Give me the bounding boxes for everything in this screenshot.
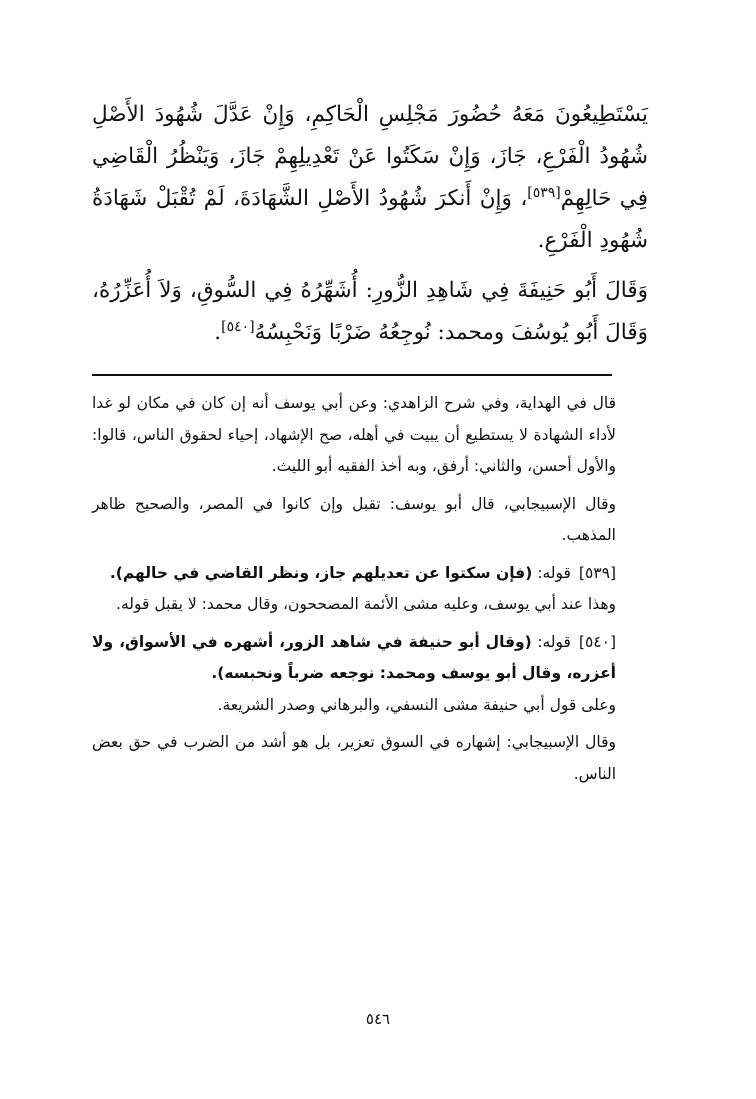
footnote-539-quote: (فإن سكتوا عن تعديلهم جاز، ونظر القاضي في حالهم). [109, 563, 533, 582]
main-paragraph-1 [92, 94, 648, 262]
footnote-540-body-1: وعلى قول أبي حنيفة مشى النسفي، والبرهاني وصدر الشريعة. [217, 695, 616, 714]
main-paragraph-1-text-a: يَسْتَطِيعُونَ مَعَهُ حُضُورَ مَجْلِسِ الْحَاكِمِ، وَإِنْ عَدَّلَ شُهُودَ الأَصْلِ شُهُودُ الْفَرْعِ، جَازَ، وَإِنْ سَكَتُوا عَنْ تَعْدِيلِهِمْ جَازَ، وَيَنْظُرُ الْقَاضِي فِي حَالِهِمْ [92, 102, 648, 211]
main-paragraph-1-text-b: ، وَإِنْ أَنكرَ شُهُودُ الأَصْلِ الشَّهَادَةَ، لَمْ تُقْبَلْ شَهَادَةُ شُهُودِ الْفَرْعِ. [92, 186, 648, 253]
footnote-539-number: [٥٣٩] [578, 563, 616, 582]
footnote-marker-540: [٥٤٠] [221, 318, 255, 335]
footnote-marker-539: [٥٣٩] [527, 184, 561, 201]
footnote-539-lead: قوله: [537, 563, 571, 582]
footnote-continuation-1: قال في الهداية، وفي شرح الزاهدي: وعن أبي يوسف أنه إن كان في مكان لو غدا لأداء الشهادة لا يستطيع أن يبيت في أهله، صح الإشهاد، إحياء لحقوق الناس، قالوا: والأول أحسن، والثاني: أرفق، وبه أخذ الفقيه أبو الليث. [92, 394, 616, 475]
footnote-540-body-2: وقال الإسبيجابي: إشهاره في السوق تعزير، بل هو أشد من الضرب في حق بعض الناس. [92, 733, 616, 783]
footnote-539-heading [92, 558, 616, 590]
main-paragraph-2-text-b: . [214, 320, 222, 345]
footnotes-section [92, 388, 616, 790]
main-paragraph-2-text-a: وَقَالَ أَبُو حَنِيفَةَ فِي شَاهِدِ الزُّورِ: أُشَهِّرُهُ فِي السُّوقِ، وَلاَ أُعَزِّرُهُ، وَقَالَ أَبُو يُوسُفَ ومحمد: نُوجِعُهُ ضَرْبًا وَنَحْبِسُهُ [92, 278, 648, 345]
footnote-540-quote: (وقال أبو حنيفة في شاهد الزور، أشهره في الأسواق، ولا أعزره، وقال أبو يوسف ومحمد: نوجعه ضرباً ونحبسه). [92, 632, 616, 682]
footnote-539-body: وهذا عند أبي يوسف، وعليه مشى الأئمة المصححون، وقال محمد: لا يقبل قوله. [116, 595, 616, 613]
main-text [92, 94, 648, 354]
footnote-continuation-2: وقال الإسبيجابي، قال أبو يوسف: تقبل وإن كانوا في المصر، والصحيح ظاهر المذهب. [92, 494, 616, 544]
page-number: ٥٤٦ [365, 1010, 391, 1028]
footnote-540-lead: قوله: [537, 632, 571, 651]
footnote-540-number: [٥٤٠] [578, 632, 616, 651]
footnote-540-heading [92, 627, 616, 690]
footnote-separator [92, 374, 612, 376]
main-paragraph-2 [92, 270, 648, 354]
